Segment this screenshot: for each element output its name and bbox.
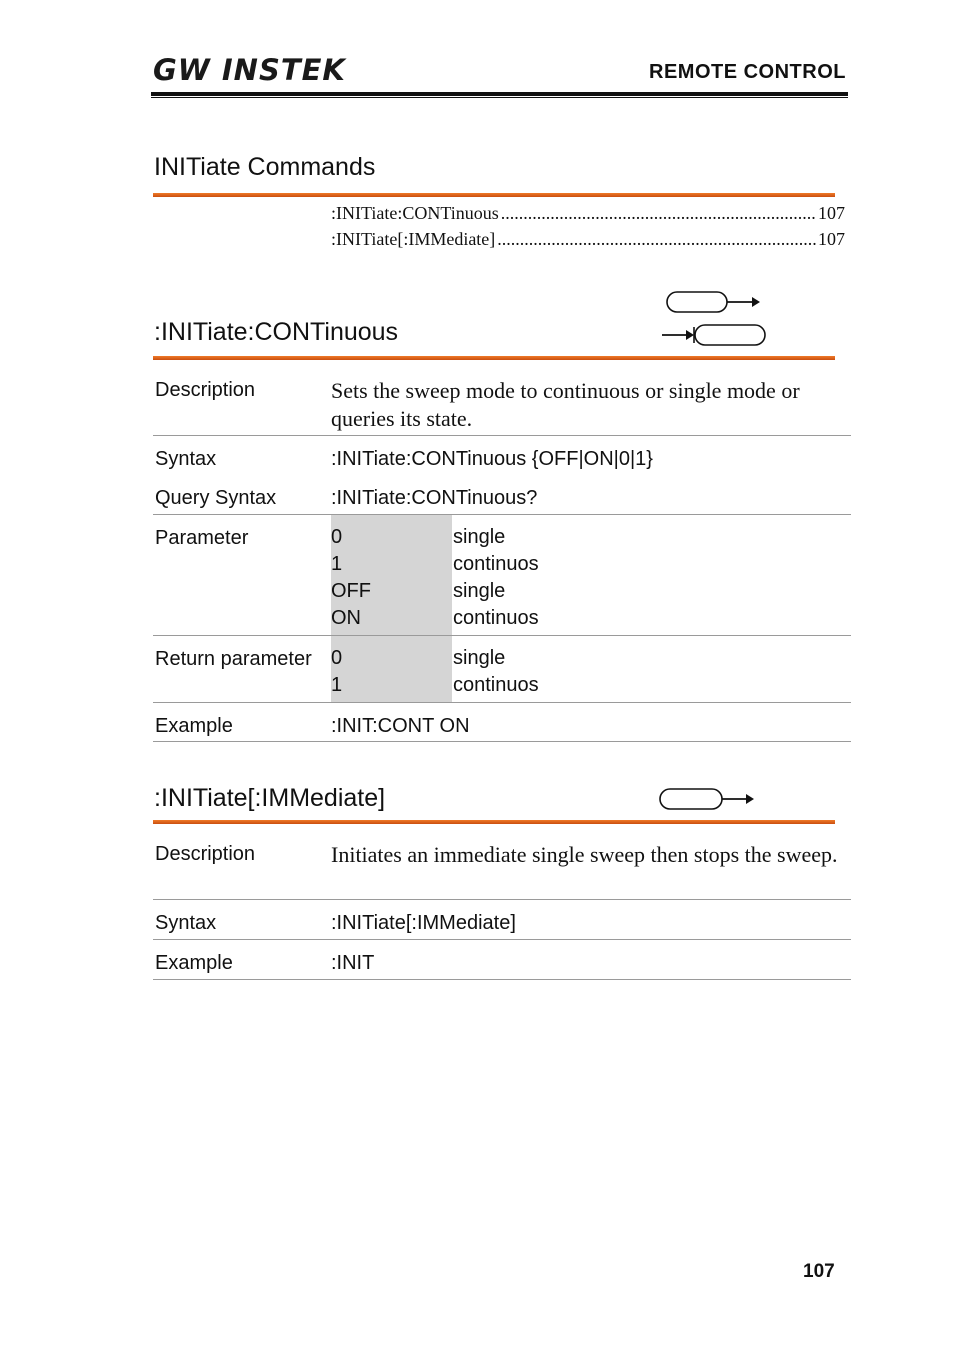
set-command-icon — [667, 292, 760, 312]
parameter-value: ON — [331, 607, 361, 629]
example-label: Example — [155, 952, 233, 974]
section-header: REMOTE CONTROL — [649, 61, 846, 83]
page-number: 107 — [803, 1261, 835, 1282]
header-rule — [151, 92, 848, 96]
example-text: :INIT:CONT ON — [331, 715, 470, 737]
parameter-value: 0 — [331, 526, 343, 548]
parameter-meaning: continuos — [453, 553, 539, 575]
return-meanings — [453, 645, 539, 699]
toc-leader — [497, 229, 816, 250]
query-command-icon — [662, 325, 765, 345]
page-title: INITiate Commands — [154, 153, 376, 181]
row-divider — [153, 635, 851, 636]
return-values — [331, 645, 342, 699]
title-rule — [153, 193, 835, 197]
query-syntax-label: Query Syntax — [155, 487, 277, 509]
return-meaning: single — [453, 647, 506, 669]
syntax-label: Syntax — [155, 448, 217, 470]
toc-entry[interactable] — [331, 229, 845, 250]
return-meaning: continuos — [453, 674, 539, 696]
toc-page: 107 — [818, 203, 845, 223]
return-label: Return parameter — [155, 648, 312, 670]
toc-label: :INITiate[:IMMediate] — [331, 229, 496, 249]
query-syntax-text: :INITiate:CONTinuous? — [331, 487, 538, 509]
syntax-text: :INITiate:CONTinuous {OFF|ON|0|1} — [331, 448, 653, 470]
parameter-meaning: continuos — [453, 607, 539, 629]
parameter-value: 1 — [331, 553, 343, 575]
return-value: 1 — [331, 674, 343, 696]
example-label: Example — [155, 715, 233, 737]
row-divider — [153, 702, 851, 703]
row-divider — [153, 899, 851, 900]
toc-leader — [501, 203, 816, 224]
brand-logo: GW INSTEK — [153, 53, 346, 87]
row-divider — [153, 979, 851, 980]
row-divider — [153, 939, 851, 940]
row-divider — [153, 514, 851, 515]
parameter-meaning: single — [453, 580, 506, 602]
description-text: Sets the sweep mode to continuous or single mode or queries its state. — [331, 378, 800, 431]
header-rule-thin — [151, 97, 848, 98]
parameter-label: Parameter — [155, 527, 249, 549]
set-query-icons — [660, 289, 770, 349]
example-text: :INIT — [331, 952, 375, 974]
parameter-values — [331, 524, 371, 632]
toc-entry[interactable] — [331, 203, 845, 224]
parameter-meaning: single — [453, 526, 506, 548]
description-label: Description — [155, 843, 256, 865]
syntax-text: :INITiate[:IMMediate] — [331, 912, 516, 934]
row-divider — [153, 435, 851, 436]
return-shade — [331, 636, 452, 702]
set-only-icons — [655, 786, 765, 814]
parameter-meanings — [453, 524, 539, 632]
description-label: Description — [155, 379, 256, 401]
syntax-label: Syntax — [155, 912, 217, 934]
command-rule — [153, 820, 835, 824]
return-value: 0 — [331, 647, 343, 669]
command-rule — [153, 356, 835, 360]
toc-label: :INITiate:CONTinuous — [331, 203, 499, 223]
description-text: Initiates an immediate single sweep then stops the sweep. — [331, 842, 838, 867]
parameter-value: OFF — [331, 580, 371, 602]
row-divider — [153, 741, 851, 742]
set-command-icon — [660, 789, 754, 809]
toc-page: 107 — [818, 229, 845, 249]
command-title: :INITiate:CONTinuous — [154, 318, 399, 346]
command-title: :INITiate[:IMMediate] — [154, 784, 386, 812]
